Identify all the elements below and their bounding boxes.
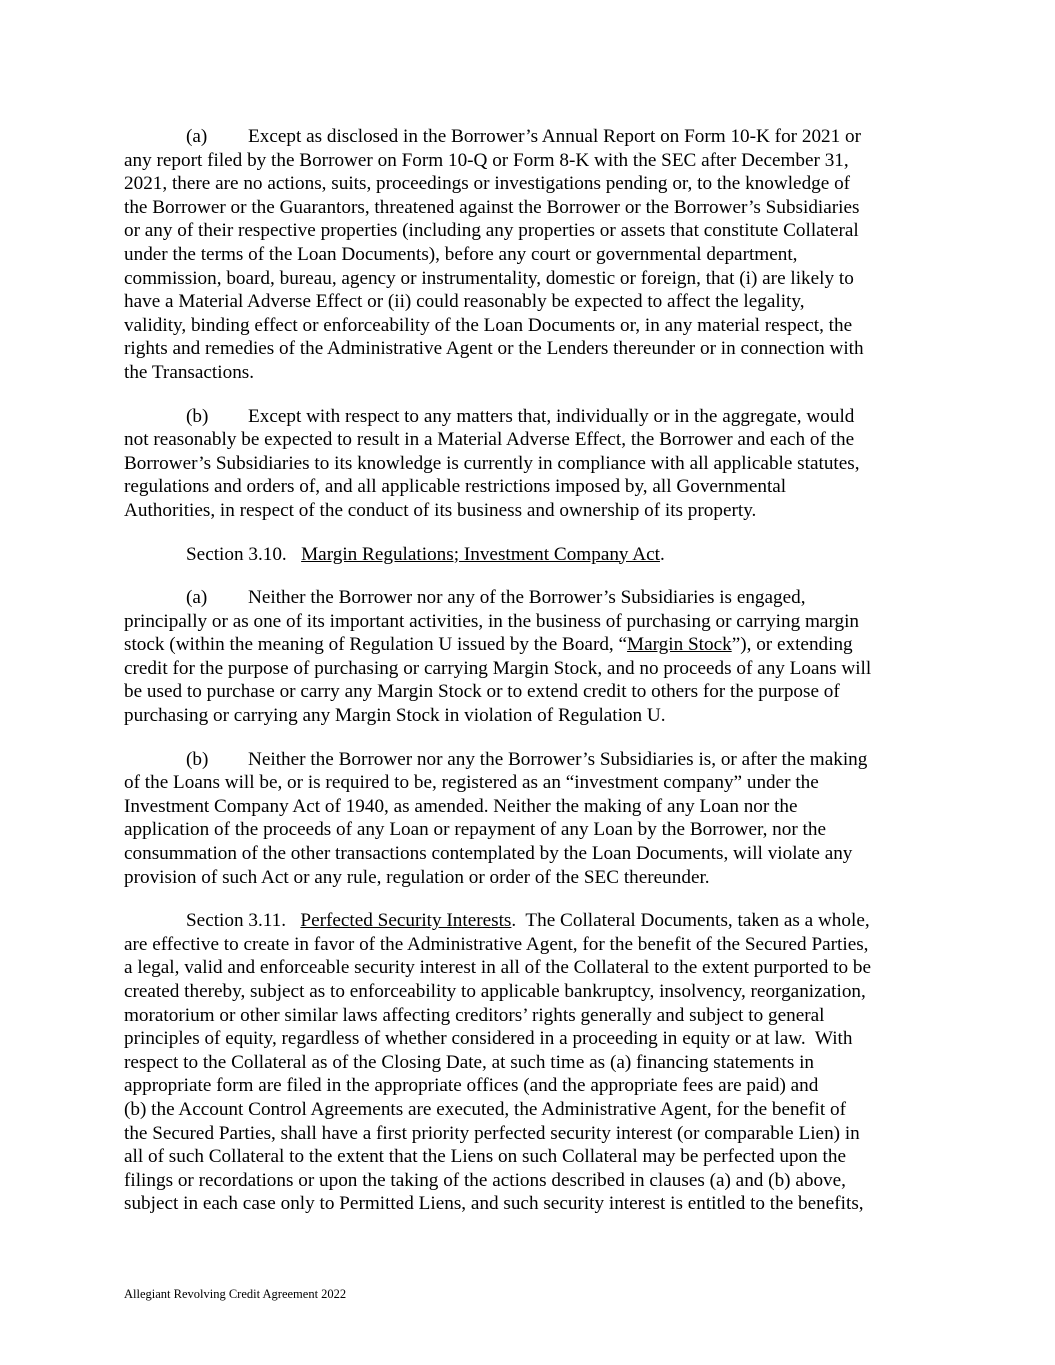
section-3-10-heading: Section 3.10. Margin Regulations; Investment Company Act. [186,543,665,565]
section-3-11: Section 3.11. Perfected Security Interests. The Collateral Documents, taken as a whole, are effective to create in favor of the Administrative Agent, for the benefit of the Secured Parties, a legal, valid and enforceable security interest in all of the Collateral to the extent purported to be created thereby, subject as to enforceability to applicable bankruptcy, insolvency, reorganization, moratorium or other similar laws affecting creditors’ rights generally and subject to general principles of equity, regardless of whether considered in a proceeding in equity or at law. With respect to the Collateral as of the Closing Date, at such time as (a) financing statements in appropriate form are filed in the appropriate offices (and the appropriate fees are paid) and (b) the Account Control Agreements are executed, the Administrative Agent, for the benefit of the Secured Parties, shall have a first priority perfected security interest (or comparable Lien) in all of such Collateral to the extent that the Liens on such Collateral may be perfected upon the filings or recordations or upon the taking of the actions described in clauses (a) and (b) above, subject in each case only to Permitted Liens, and such security interest is entitled to the benefits, [124,910,871,1215]
paragraph-3-9-a: (a) Except as disclosed in the Borrower’s Annual Report on Form 10-K for 2021 or any report filed by the Borrower on Form 10-Q or Form 8-K with the SEC after December 31, 2021, there are no actions, suits, proceedings or investigations pending or, to the knowledge of the Borrower or the Guarantors, threatened against the Borrower or the Borrower’s Subsidiaries or any of their respective properties (including any properties or assets that constitute Collateral under the terms of the Loan Documents), before any court or governmental department, commission, board, bureau, agency or instrumentality, domestic or foreign, that (i) are likely to have a Material Adverse Effect or (ii) could reasonably be expected to affect the legality, validity, binding effect or enforceability of the Loan Documents or, in any material respect, the rights and remedies of the Administrative Agent or the Lenders thereunder or in connection with the Transactions. [124,126,864,383]
document-page [124,125,944,1236]
page-footer: Allegiant Revolving Credit Agreement 2022 [124,1287,347,1301]
paragraph-3-10-b: (b) Neither the Borrower nor any the Borrower’s Subsidiaries is, or after the making of the Loans will be, or is required to be, registered as an “investment company” under the Investment Company Act of 1940, as amended. Neither the making of any Loan nor the application of the proceeds of any Loan or repayment of any Loan by the Borrower, nor the consummation of the other transactions contemplated by the Loan Documents, will violate any provision of such Act or any rule, regulation or order of the SEC thereunder. [124,748,868,888]
paragraph-label: (b) [186,405,209,427]
section-number: Section 3.10. [186,543,287,565]
defined-term-margin-stock: Margin Stock [627,634,732,656]
paragraph-3-10-a: (a) Neither the Borrower nor any of the Borrower’s Subsidiaries is engaged, principally or as one of its important activities, in the business of purchasing or carrying margin stock (within the meaning of Regulation U issued by the Board, “Margin Stock”), or extending credit for the purpose of purchasing or carrying Margin Stock, and no proceeds of any Loans will be used to purchase or carry any Margin Stock or to extend credit to others for the purpose of purchasing or carrying any Margin Stock in violation of Regulation U. [124,587,872,727]
paragraph-3-9-b: (b) Except with respect to any matters that, individually or in the aggregate, would not reasonably be expected to result in a Material Adverse Effect, the Borrower and each of the Borrower’s Subsidiaries to its knowledge is currently in compliance with all applicable statutes, regulations and orders of, and all applicable restrictions imposed by, all Governmental Authorities, in respect of the conduct of its business and ownership of its property. [124,405,860,521]
paragraph-label: (b) [186,748,209,770]
section-title: Margin Regulations; Investment Company Act [301,543,660,565]
paragraph-label: (a) [186,126,208,147]
paragraph-label: (a) [186,587,208,609]
section-number: Section 3.11. [186,910,287,932]
section-title: Perfected Security Interests [300,910,512,932]
